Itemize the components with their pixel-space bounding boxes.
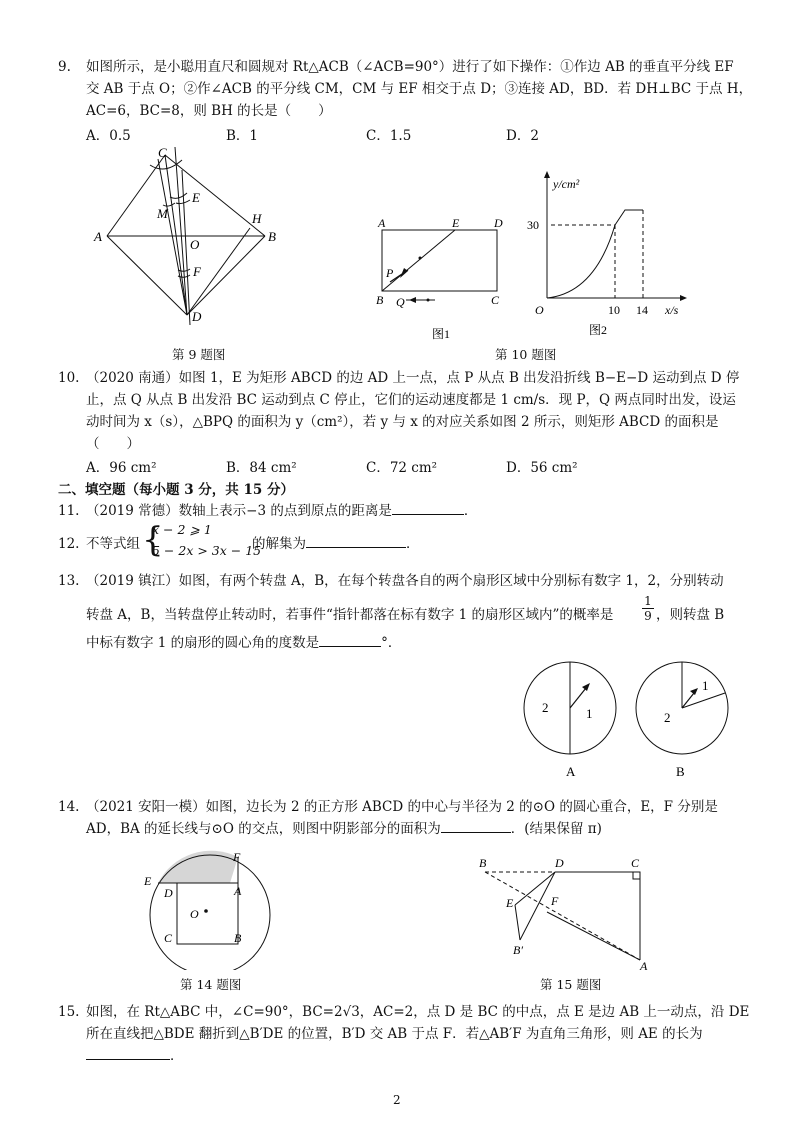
q15-label-a: A — [640, 959, 648, 973]
q9-option-c: C．1.5 — [366, 128, 412, 144]
q9-text-line1: 如图所示，是小聪用直尺和圆规对 Rt△ACB（∠ACB=90°）进行了如下操作：①作边 AB 的垂直平分线 EF — [86, 59, 734, 75]
q13-disk-b-label-2: 2 — [664, 710, 671, 725]
q15-label-f: F — [551, 894, 559, 908]
q14-label-o: O — [190, 907, 199, 921]
q13-line3-end: °． — [381, 635, 402, 651]
q12-pre: 不等式组 — [86, 536, 140, 552]
q13-disk-a-label-1: 1 — [586, 706, 593, 721]
q11-line — [86, 500, 477, 522]
q10-fig1-label-p: P — [386, 266, 394, 280]
q9-option-a: A．0.5 — [86, 128, 131, 144]
q10-fig2-xlabel: x/s — [665, 303, 679, 317]
q10-fig2-y30: 30 — [527, 218, 539, 232]
q13-disk-b-name: B — [676, 764, 685, 779]
q14-figure — [140, 845, 285, 970]
q14-label-f: F — [233, 850, 241, 864]
q13-disk-b — [632, 660, 732, 780]
q12-post: 的解集为 — [252, 536, 306, 552]
q14-line2 — [86, 818, 602, 840]
q9-text-line2: 交 AB 于点 O；②作∠ACB 的平分线 CM，CM 与 EF 相交于点 D；③连接 AD，BD．若 DH⊥BC 于点 H， — [86, 81, 753, 97]
q10-fig2-origin: O — [535, 303, 544, 317]
q10-fig1-name: 图1 — [432, 327, 451, 340]
q9-caption: 第 9 题图 — [172, 347, 226, 362]
q10-fig2-x14: 14 — [636, 303, 648, 317]
q15-figure — [465, 850, 665, 975]
q9-label-e: E — [192, 190, 200, 205]
q10-fig2-x10: 10 — [608, 303, 620, 317]
q11-answer-blank[interactable] — [392, 500, 464, 515]
q14-label-a: A — [234, 884, 242, 898]
q13-text-line2b: ，则转盘 B — [656, 607, 725, 623]
q10-text-line4: （ ） — [86, 436, 140, 452]
q15-caption: 第 15 题图 — [540, 977, 602, 992]
q10-number: 10. — [58, 370, 80, 386]
q10-text-line3: 动时间为 x（s），△BPQ 的面积为 y（cm²），若 y 与 x 的对应关系如图 2 所示，则矩形 ABCD 的面积是 — [86, 414, 719, 430]
q13-fraction — [642, 594, 654, 623]
q10-fig1-label-a: A — [378, 216, 386, 230]
q9-label-a: A — [94, 229, 102, 244]
q10-figure-1 — [370, 210, 510, 340]
q9-option-b: B．1 — [226, 128, 259, 144]
q15-label-e: E — [506, 896, 514, 910]
q9-label-c: C — [158, 145, 167, 160]
q10-fig2-name: 图2 — [589, 323, 608, 337]
q12-answer-blank[interactable] — [306, 533, 406, 548]
q10-fig1-label-e: E — [452, 216, 460, 230]
q13-text-line3: 中标有数字 1 的扇形的圆心角的度数是 — [86, 635, 320, 651]
q15-answer-blank[interactable] — [86, 1045, 170, 1060]
q11-text: （2019 常德）数轴上表示−3 的点到原点的距离是 — [86, 503, 392, 519]
q15-label-d: D — [555, 856, 564, 870]
q15-line3: ． — [86, 1045, 184, 1067]
q15-label-c: C — [631, 856, 640, 870]
q10-figure-2 — [525, 168, 695, 340]
q12-brace: { — [142, 520, 164, 560]
q14-number: 14. — [58, 799, 80, 815]
q10-option-b: B．84 cm² — [226, 460, 297, 476]
q9-label-d: D — [192, 309, 202, 324]
q13-text-line2a: 转盘 A，B，当转盘停止转动时，若事件“指针都落在标有数字 1 的扇形区域内”的概率是 — [86, 607, 614, 623]
q10-fig2-ylabel: y/cm² — [553, 177, 580, 191]
q14-text-line2: AD，BA 的延长线与⊙O 的交点，则图中阴影部分的面积为 — [86, 821, 441, 837]
q15-label-b: B — [479, 856, 487, 870]
q13-disk-a-label-2: 2 — [542, 700, 549, 715]
q14-line2-end: ．(结果保留 π) — [510, 821, 602, 837]
q9-number: 9. — [58, 59, 71, 75]
q12-inequality-2: 5 − 2x > 3x − 15 — [152, 543, 262, 558]
q14-label-d: D — [164, 886, 173, 900]
q13-answer-blank[interactable] — [319, 632, 381, 647]
q10-text-line1: （2020 南通）如图 1，E 为矩形 ABCD 的边 AD 上一点，点 P 从点 B 出发沿折线 B−E−D 运动到点 D 停 — [86, 370, 740, 386]
q9-label-f: F — [193, 264, 201, 279]
q15-text-line1: 如图，在 Rt△ABC 中，∠C=90°，BC=2√3，AC=2，点 D 是 BC 的中点，点 E 是边 AB 上一动点，沿 DE — [86, 1004, 750, 1020]
q10-text-line2: 止，点 Q 从点 B 出发沿 BC 运动到点 C 停止，它们的运动速度都是 1 cm/s．现 P，Q 两点同时出发，设运 — [86, 392, 736, 408]
q10-option-a: A．96 cm² — [86, 460, 157, 476]
q13-disk-b-label-1: 1 — [702, 678, 709, 693]
q10-fig1-label-q: Q — [396, 295, 405, 309]
q10-caption: 第 10 题图 — [495, 347, 557, 362]
page-number: 2 — [393, 1093, 401, 1107]
q14-label-e: E — [144, 874, 152, 888]
q14-label-b: B — [234, 931, 242, 945]
q9-label-h: H — [252, 211, 262, 226]
q10-option-d: D．56 cm² — [506, 460, 578, 476]
section-2-header: 二、填空题（每小题 3 分，共 15 分） — [58, 482, 294, 498]
q14-text-line1: （2021 安阳一模）如图，边长为 2 的正方形 ABCD 的中心与半径为 2 的⊙O 的圆心重合，E，F 分别是 — [86, 799, 718, 815]
q9-label-m: M — [157, 206, 168, 221]
q9-option-d: D．2 — [506, 128, 539, 144]
q13-line3 — [86, 632, 401, 654]
q9-text-line3: AC=6，BC=8，则 BH 的长是（ ） — [86, 103, 332, 119]
q15-text-line2: 所在直线把△BDE 翻折到△B′DE 的位置，B′D 交 AB 于点 F．若△AB′F 为直角三角形，则 AE 的长为 — [86, 1026, 703, 1042]
q12-end: ． — [406, 536, 420, 552]
q10-option-c: C．72 cm² — [366, 460, 438, 476]
q13-fraction-denominator: 9 — [642, 608, 654, 623]
q14-label-c: C — [164, 931, 173, 945]
q9-label-o: O — [190, 237, 200, 252]
q10-fig1-label-d: D — [494, 216, 503, 230]
q11-end: ． — [463, 503, 478, 519]
q13-fraction-numerator: 1 — [644, 594, 652, 608]
q15-label-b-prime: B′ — [513, 943, 523, 957]
q13-number: 13. — [58, 573, 80, 589]
q13-disk-a-name: A — [566, 764, 576, 779]
q15-number: 15. — [58, 1004, 80, 1020]
q12-tail — [252, 533, 420, 555]
q13-disk-a — [520, 660, 620, 780]
q9-figure — [90, 145, 300, 340]
q9-label-b: B — [268, 229, 276, 244]
q12-inequality-1: x − 2 ⩾ 1 — [152, 522, 212, 537]
q10-fig1-label-b: B — [376, 293, 384, 307]
q11-number: 11. — [58, 503, 80, 519]
q14-caption: 第 14 题图 — [180, 977, 242, 992]
q13-text-line1: （2019 镇江）如图，有两个转盘 A，B，在每个转盘各自的两个扇形区域中分别标有数字 1，2，分别转动 — [86, 573, 724, 589]
q10-fig1-label-c: C — [491, 293, 500, 307]
q12-number: 12. — [58, 536, 80, 552]
q14-answer-blank[interactable] — [441, 818, 511, 833]
